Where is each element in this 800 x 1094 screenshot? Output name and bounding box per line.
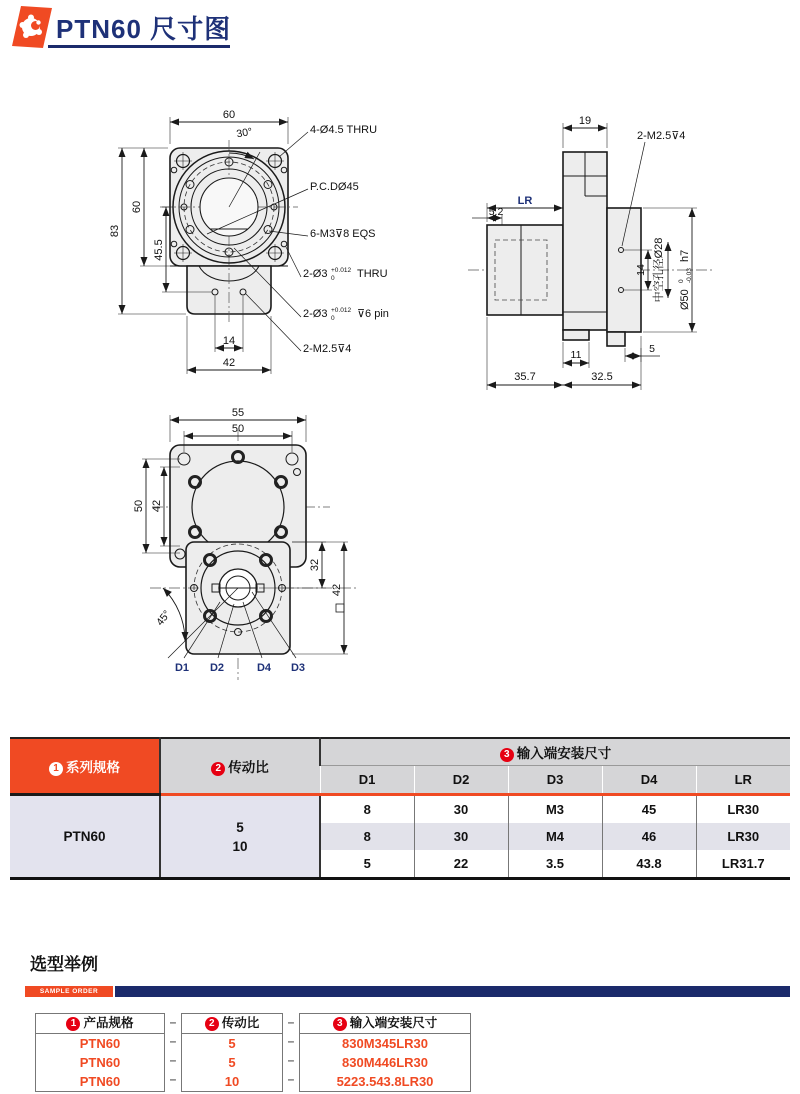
front-view-drawing	[109, 109, 389, 374]
bullet-2: 2	[205, 1017, 219, 1031]
sample-value: 5	[228, 1036, 236, 1051]
label-front-m25: 2-M2.5⊽4	[303, 343, 352, 355]
header-d1: D1	[320, 766, 414, 795]
sample-value: 5223.543.8LR30	[336, 1074, 434, 1089]
dim-bottom-55: 55	[231, 407, 245, 419]
sample-value: PTN60	[79, 1055, 121, 1070]
sample-col-product: 1 产品规格 PTN60 PTN60 PTN60	[35, 1013, 165, 1092]
cell-d1: 8	[320, 795, 414, 824]
svg-text:+0.012: +0.012	[331, 307, 352, 314]
dim-bottom-50-left: 50	[133, 499, 145, 513]
label-2-o3-pin	[303, 307, 389, 322]
dash-separators: – – – –	[287, 1015, 295, 1086]
bullet-3: 3	[500, 748, 514, 762]
navy-divider-bar	[115, 986, 790, 997]
sample-order-table	[35, 1013, 471, 1092]
cell-lr: LR31.7	[696, 850, 790, 879]
svg-text:0: 0	[678, 279, 685, 283]
dim-side-5: 5	[649, 343, 655, 355]
dim-front-45-5: 45.5	[153, 239, 165, 261]
dim-angle-45: 45°	[154, 608, 174, 629]
page-title: PTN60 尺寸图	[56, 14, 232, 44]
cell-d3: 3.5	[508, 850, 602, 879]
cell-d2: 30	[414, 795, 508, 824]
svg-text:Ø50: Ø50	[679, 289, 691, 310]
sample-order-title: 选型举例	[30, 955, 98, 974]
header-d2: D2	[414, 766, 508, 795]
sample-order-subtitle-bar: SAMPLE ORDER	[25, 986, 113, 997]
svg-text:2-Ø3: 2-Ø3	[303, 308, 328, 320]
dim-front-width: 60	[222, 109, 236, 121]
dim-side-5-2: 5.2	[488, 206, 504, 218]
table-row	[10, 795, 790, 824]
dim-side-lr: LR	[517, 195, 533, 207]
page-header	[0, 0, 800, 60]
cell-d2: 22	[414, 850, 508, 879]
dim-bottom-50-top: 50	[231, 423, 245, 435]
sample-value: 10	[224, 1074, 240, 1089]
header-d3: D3	[508, 766, 602, 795]
svg-text:0: 0	[331, 315, 335, 322]
dim-side-35-7: 35.7	[514, 371, 536, 383]
dim-side-14: 14	[635, 264, 647, 276]
cell-lr: LR30	[696, 823, 790, 850]
svg-text:THRU: THRU	[357, 268, 388, 280]
sample-value: 830M345LR30	[342, 1036, 428, 1051]
label-pcd: P.C.DØ45	[310, 181, 359, 193]
dim-front-14: 14	[222, 335, 236, 347]
bullet-1: 1	[66, 1017, 80, 1031]
cell-lr: LR30	[696, 795, 790, 824]
header-lr: LR	[696, 766, 790, 795]
header-series-spec: 1 系列规格	[10, 738, 160, 795]
bullet-1: 1	[49, 762, 63, 776]
label-side-m25: 2-M2.5⊽4	[637, 130, 686, 142]
cell-d3: M3	[508, 795, 602, 824]
svg-text:0: 0	[331, 275, 335, 282]
cell-d1: 8	[320, 823, 414, 850]
dim-front-60v: 60	[131, 200, 143, 214]
square-symbol	[336, 604, 344, 612]
bullet-2: 2	[211, 762, 225, 776]
dim-bottom-42-right: 42	[331, 583, 343, 597]
label-hollow-bore: 中空孔径Ø28	[653, 237, 665, 303]
cell-d4: 45	[602, 795, 696, 824]
sample-value: PTN60	[79, 1036, 121, 1051]
label-shaft-d50	[678, 250, 693, 310]
sample-col-ratio: 2 传动比 5 5 10	[181, 1013, 283, 1092]
dim-angle-30: 30°	[235, 125, 254, 141]
sample-value: PTN60	[79, 1074, 121, 1089]
cell-d4: 46	[602, 823, 696, 850]
label-2-o3-thru	[303, 267, 388, 282]
bottom-view-drawing	[133, 407, 356, 680]
label-eqs: 6-M3⊽8 EQS	[310, 228, 376, 240]
title-underline	[48, 45, 230, 48]
svg-text:2-Ø3: 2-Ø3	[303, 268, 328, 280]
header-gear-ratio: 2 传动比	[160, 738, 320, 795]
spec-table-section	[10, 737, 790, 880]
svg-text:-0.03: -0.03	[686, 268, 693, 283]
label-d1: D1	[174, 662, 190, 674]
brand-logo-icon	[12, 6, 52, 48]
label-d2: D2	[209, 662, 225, 674]
cell-d4: 43.8	[602, 850, 696, 879]
svg-text:+0.012: +0.012	[331, 267, 352, 274]
label-4-holes: 4-Ø4.5 THRU	[310, 124, 378, 136]
dim-front-83: 83	[109, 224, 121, 238]
header-input-mounting: 3 输入端安装尺寸	[320, 738, 790, 766]
label-d4: D4	[256, 662, 272, 674]
cell-d3: M4	[508, 823, 602, 850]
dim-side-19: 19	[578, 115, 592, 127]
label-d3: D3	[290, 662, 306, 674]
dash-separators: – – – –	[169, 1015, 177, 1086]
sample-col-mounting: 3 输入端安装尺寸 830M345LR30 830M446LR30 5223.543.8LR30	[299, 1013, 471, 1092]
ratio-cell: 5 10	[160, 795, 320, 879]
dimension-drawings	[0, 90, 800, 710]
sample-value: 830M446LR30	[342, 1055, 428, 1070]
spec-table	[10, 737, 790, 880]
svg-text:h7: h7	[679, 249, 691, 262]
cell-d1: 5	[320, 850, 414, 879]
dim-side-11: 11	[570, 349, 582, 361]
side-view-drawing	[468, 115, 712, 390]
sample-value: 5	[228, 1055, 236, 1070]
bullet-3: 3	[333, 1017, 347, 1031]
dim-bottom-32: 32	[309, 558, 321, 572]
svg-text:⊽6 pin: ⊽6 pin	[357, 308, 389, 320]
series-name-cell: PTN60	[10, 795, 160, 879]
header-d4: D4	[602, 766, 696, 795]
dim-side-32-5: 32.5	[591, 371, 613, 383]
cell-d2: 30	[414, 823, 508, 850]
dim-front-42: 42	[222, 357, 236, 369]
dim-bottom-42-left: 42	[151, 499, 163, 513]
